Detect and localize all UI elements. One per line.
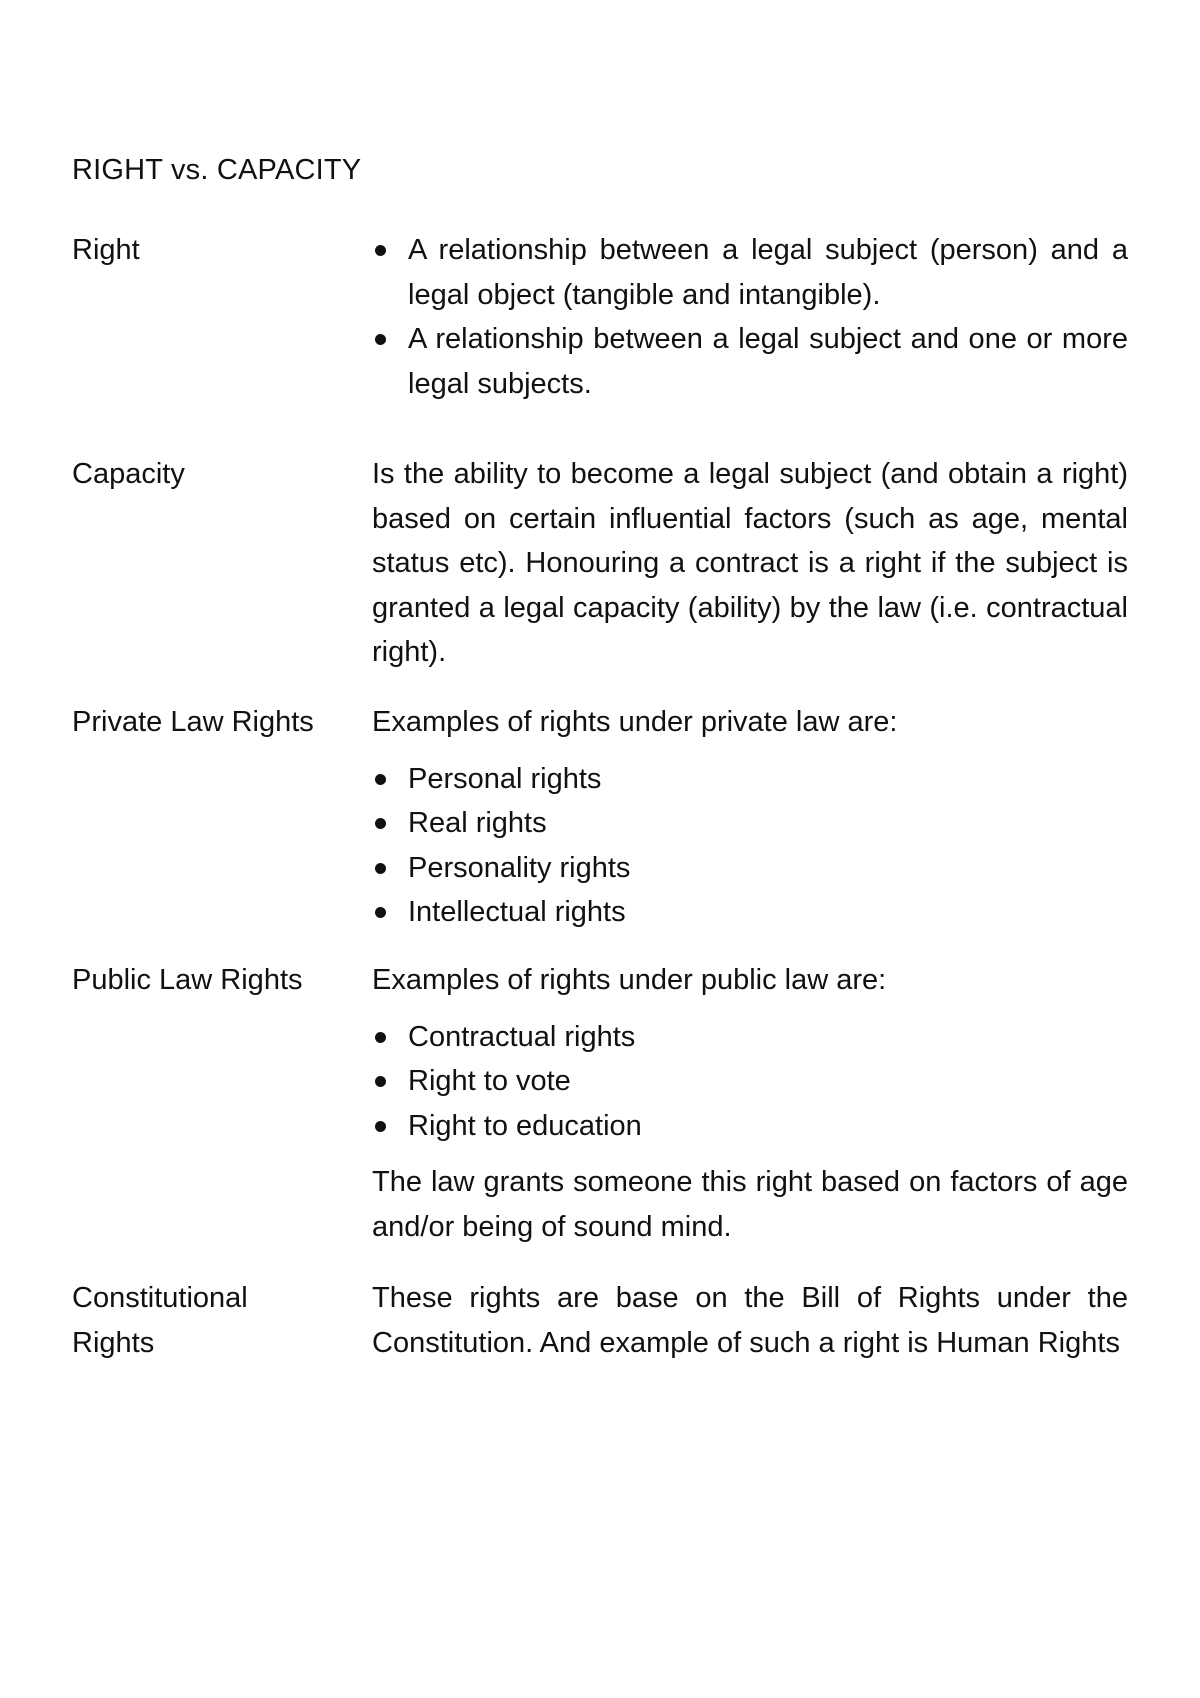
definition-right — [372, 228, 1128, 406]
row-constitutional-rights — [72, 1276, 1128, 1365]
document-title: RIGHT vs. CAPACITY — [72, 154, 362, 186]
bullet-icon — [375, 334, 386, 345]
list-item-text: A relationship between a legal subject and one or more legal subjects. — [408, 323, 1128, 400]
paragraph: These rights are base on the Bill of Rights under the Constitution. And example of such a right is Human Rights — [372, 1282, 1128, 1359]
list-item — [372, 890, 1128, 935]
row-capacity — [72, 452, 1128, 675]
row-private-law-rights — [72, 700, 1128, 935]
row-public-law-rights — [72, 958, 1128, 1249]
bullet-icon — [375, 774, 386, 785]
paragraph: The law grants someone this right based on factors of age and/or being of sound mind. — [372, 1166, 1128, 1243]
list-item — [372, 228, 1128, 317]
definition-capacity — [372, 452, 1128, 675]
list-item-text: Personal rights — [408, 762, 602, 795]
term-private-law-rights: Private Law Rights — [72, 706, 314, 738]
list-item — [372, 1059, 1128, 1104]
list-item — [372, 846, 1128, 891]
bullet-list — [372, 1015, 1128, 1149]
list-item-text: Right to vote — [408, 1065, 571, 1097]
term-right: Right — [72, 234, 140, 266]
definition-private-law-rights — [372, 700, 1128, 935]
term-constitutional-rights — [72, 1276, 372, 1365]
term-public-law-rights: Public Law Rights — [72, 964, 303, 996]
list-item — [372, 317, 1128, 406]
definition-constitutional-rights — [372, 1276, 1128, 1365]
list-item-text: Right to education — [408, 1109, 642, 1142]
row-right — [72, 228, 1128, 406]
bullet-icon — [375, 1076, 386, 1087]
intro-text: Examples of rights under public law are: — [372, 964, 887, 996]
intro-text: Examples of rights under private law are: — [372, 706, 898, 738]
bullet-icon — [375, 907, 386, 918]
list-item-text: Contractual rights — [408, 1020, 636, 1053]
list-item — [372, 1015, 1128, 1060]
bullet-icon — [375, 1121, 386, 1132]
list-item-text: A relationship between a legal subject (person) and a legal object (tangible and intangible). — [408, 234, 1128, 311]
bullet-icon — [375, 863, 386, 874]
list-item — [372, 801, 1128, 846]
bullet-icon — [375, 1032, 386, 1043]
bullet-icon — [375, 245, 386, 256]
list-item-text: Personality rights — [408, 851, 631, 884]
bullet-list — [372, 757, 1128, 935]
bullet-icon — [375, 818, 386, 829]
definition-public-law-rights — [372, 958, 1128, 1249]
term-line: Constitutional — [72, 1282, 248, 1314]
list-item — [372, 1104, 1128, 1149]
paragraph: Is the ability to become a legal subject (and obtain a right) based on certain influential factors (such as age, mental status etc). Honouring a contract is a right if the subject is granted a legal capacity (ability) by the law (i.e. contractual right). — [372, 458, 1128, 668]
bullet-list — [372, 228, 1128, 406]
list-item — [372, 757, 1128, 802]
term-line: Rights — [72, 1326, 155, 1359]
term-capacity: Capacity — [72, 458, 185, 490]
list-item-text: Intellectual rights — [408, 896, 626, 928]
list-item-text: Real rights — [408, 807, 547, 839]
